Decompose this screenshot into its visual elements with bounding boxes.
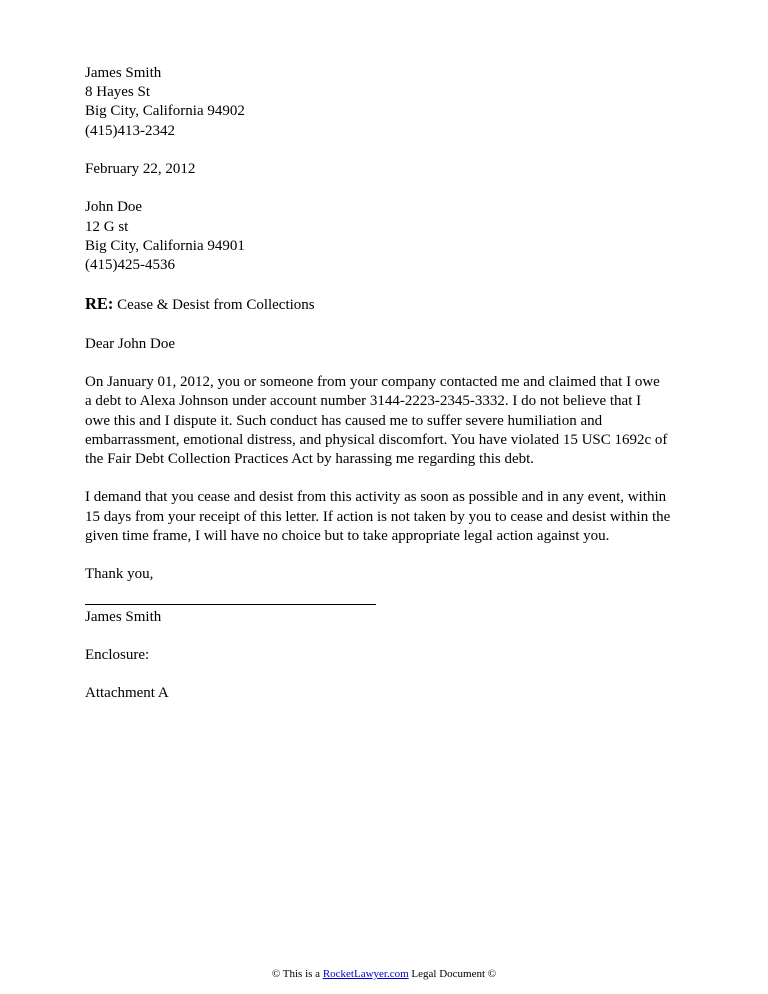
- subject-line: [85, 294, 685, 315]
- letter-date-block: [85, 160, 685, 179]
- salutation: Dear John Doe: [85, 335, 175, 352]
- paragraph-line: owe this and I dispute it. Such conduct has caused me to suffer severe humiliation and: [85, 412, 603, 429]
- paragraph-line: 15 days from your receipt of this letter. If action is not taken by you to cease and desist within the: [85, 508, 671, 525]
- body-paragraph-2: [85, 488, 685, 546]
- sender-address: [85, 64, 685, 141]
- closing: Thank you,: [85, 566, 154, 583]
- letter-date: February 22, 2012: [85, 161, 196, 177]
- attachment-block: [85, 684, 685, 703]
- paragraph-line: given time frame, I will have no choice but to take appropriate legal action against you.: [85, 527, 610, 544]
- recipient-address: [85, 198, 685, 275]
- recipient-phone: (415)425-4536: [85, 257, 175, 273]
- salutation-block: [85, 335, 685, 354]
- letter-page: [85, 64, 685, 704]
- subject-label: RE:: [85, 294, 114, 314]
- closing-block: [85, 565, 685, 627]
- sender-city-state-zip: Big City, California 94902: [85, 103, 245, 120]
- recipient-street: 12 G st: [85, 218, 129, 235]
- paragraph-line: On January 01, 2012, you or someone from your company contacted me and claimed that I owe: [85, 374, 660, 391]
- recipient-name: John Doe: [85, 199, 143, 216]
- paragraph-line: the Fair Debt Collection Practices Act by harassing me regarding this debt.: [85, 450, 535, 467]
- paragraph-line: I demand that you cease and desist from this activity as soon as possible and in any event, within: [85, 489, 667, 506]
- enclosure-block: [85, 646, 685, 665]
- rocketlawyer-link[interactable]: RocketLawyer.com: [322, 968, 409, 980]
- subject-text: Cease & Desist from Collections: [117, 297, 315, 314]
- recipient-city-state-zip: Big City, California 94901: [85, 237, 245, 254]
- paragraph-line: a debt to Alexa Johnson under account number 3144-2223-2345-3332. I do not believe that I: [85, 393, 642, 410]
- paragraph-line: embarrassment, emotional distress, and physical discomfort. You have violated 15 USC 1692c of: [85, 431, 668, 448]
- body-paragraph-1: [85, 373, 685, 469]
- sender-name: James Smith: [85, 65, 162, 81]
- enclosure-label: Enclosure:: [85, 646, 150, 663]
- page-footer: [0, 967, 768, 981]
- sender-street: 8 Hayes St: [85, 84, 150, 101]
- attachment-item: Attachment A: [85, 685, 169, 702]
- signature-line: [85, 604, 376, 605]
- footer-prefix: © This is a: [271, 968, 323, 980]
- sender-phone: (415)413-2342: [85, 122, 175, 139]
- footer-suffix: Legal Document ©: [408, 968, 497, 980]
- signature-name: James Smith: [85, 608, 162, 625]
